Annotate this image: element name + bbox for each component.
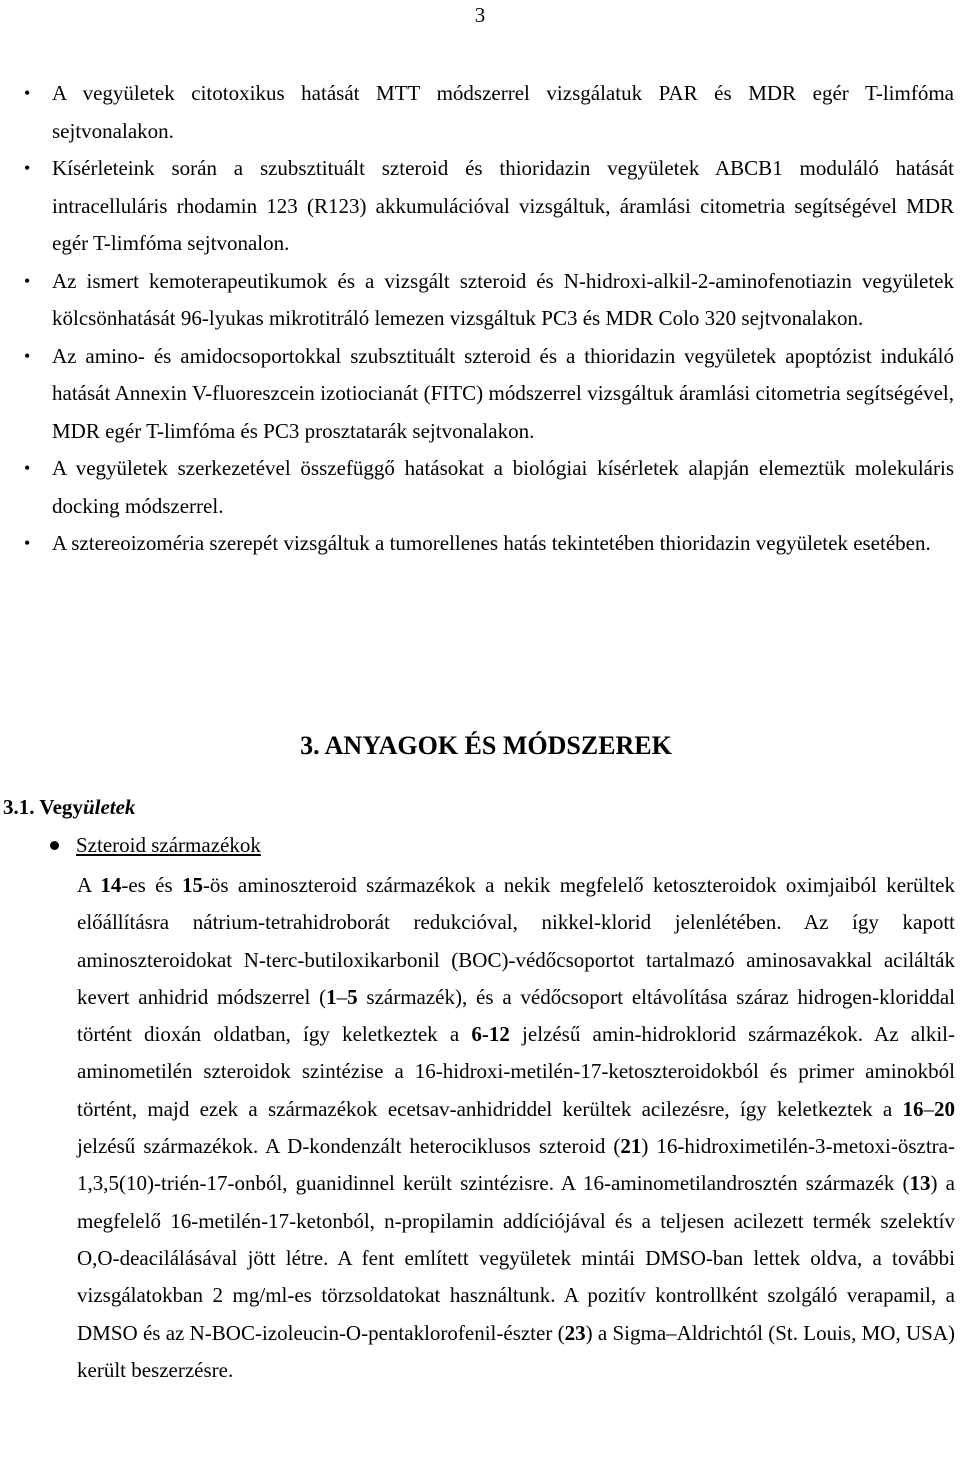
list-item <box>0 450 960 525</box>
list-item-text: Az ismert kemoterapeutikumok és a vizsgált szteroid és N-hidroxi-alkil-2-aminofenotiazin vegyületek kölcsönhatását 96-lyukas mikrotitráló lemezen vizsgáltuk PC3 és MDR Colo 320 sejtvonalakon. <box>52 268 954 330</box>
compound-number: 14 <box>100 873 122 897</box>
body-paragraph <box>77 867 955 1389</box>
compound-number: 20 <box>934 1096 955 1121</box>
body-text: -es és <box>121 873 182 897</box>
bullet-icon: • <box>24 458 31 478</box>
list-item <box>0 150 960 263</box>
subsection-number: 3.1. <box>3 795 35 819</box>
compound-number: 6-12 <box>471 1022 510 1047</box>
page-number: 3 <box>474 3 486 27</box>
body-text: A <box>77 873 101 897</box>
list-item-text: Az amino- és amidocsoportokkal szubsztituált szteroid és a thioridazin vegyületek apoptózist indukáló hatását Annexin V-fluoreszcein izotiocianát (FITC) módszerrel vizsgáltuk áramlási citometria segítségével, MDR egér T-limfóma és PC3 prosztatarák sejtvonalakon. <box>52 343 954 443</box>
body-text: jelzésű származékok. A D-kondenzált heterociklusos szteroid ( <box>77 1134 621 1159</box>
bullet-icon: • <box>24 158 31 178</box>
body-text: -ös aminoszteroid származékok a nekik megfelelő ketoszteroidok oximjaiból kerültek előállításra nátrium-tetrahidroborát redukcióval, nikkel-klorid jelenlétében. Az így kapott aminoszteroidokat N-terc-butiloxikarbonil (BOC)-védőcsoportot tartalmazó aminosavakkal acilálták kevert anhidrid módszerrel ( <box>77 873 956 1009</box>
sub-bullet-label: Szteroid származékok <box>76 833 261 857</box>
compound-number: 23 <box>564 1320 586 1345</box>
compound-number: 16 <box>902 1096 924 1121</box>
body-text: jelzésű amin-hidroklorid származékok. Az alkil-aminometilén szteroidok szintézise a 16-hidroxi-metilén-17-ketoszteroidokból és primer aminokból történt, majd ezek a származékok ecetsav-anhidriddel kerültek acilezésre, így keletkeztek a <box>77 1022 956 1121</box>
objectives-list <box>0 75 960 563</box>
bullet-icon: • <box>24 83 31 103</box>
subsection-title-italic: ületek <box>82 795 136 819</box>
compound-number: 15 <box>181 873 203 897</box>
bullet-icon: • <box>24 270 31 291</box>
list-item-text: A vegyületek szerkezetével összefüggő hatásokat a biológiai kísérletek alapján elemeztük molekuláris docking módszerrel. <box>52 456 954 518</box>
list-item <box>0 338 960 451</box>
list-item-text: Kísérleteink során a szubsztituált szteroid és thioridazin vegyületek ABCB1 moduláló hatását intracelluláris rhodamin 123 (R123) akkumulációval vizsgáltuk, áramlási citometria segítségével MDR egér T-limfóma sejtvonalon. <box>52 156 954 255</box>
section-title: 3. ANYAGOK ÉS MÓDSZEREK <box>300 731 672 760</box>
subsection-title-regular: Vegy <box>39 795 83 819</box>
compound-number: 1 <box>326 984 337 1009</box>
list-item-text: A vegyületek citotoxikus hatását MTT módszerrel vizsgálatuk PAR és MDR egér T-limfóma sejtvonalakon. <box>52 81 954 143</box>
body-text: ) a megfelelő 16-metilén-17-ketonból, n-propilamin addíciójával és a teljesen acilezett termék szelektív O,O-deacilálásával jött létre. A fent említett vegyületek mintái DMSO-ban lettek oldva, a további vizsgálatokban 2 mg/ml-es törzsoldatokat használtunk. A pozitív kontrollként szolgáló verapamil, a DMSO és az N-BOC-izoleucin-O-pentaklorofenil-észter ( <box>77 1171 955 1345</box>
bullet-icon: • <box>24 345 31 366</box>
list-item <box>0 263 960 338</box>
sub-bullet <box>50 830 261 860</box>
compound-number: 5 <box>347 984 358 1009</box>
list-item <box>0 525 960 563</box>
body-text: ) a Sigma–Aldrichtól (St. Louis, MO, USA) került beszerzésre. <box>77 1320 955 1382</box>
compound-number: 13 <box>909 1171 931 1196</box>
bullet-dot-icon <box>50 841 59 850</box>
subsection-heading <box>3 792 135 822</box>
list-item <box>0 75 960 150</box>
compound-number: 21 <box>620 1134 642 1159</box>
list-item-text: A sztereoizoméria szerepét vizsgáltuk a tumorellenes hatás tekintetében thioridazin vegyületek esetében. <box>52 531 931 555</box>
body-text: – <box>923 1096 934 1121</box>
body-text: ) 16-hidroximetilén-3-metoxi-ösztra-1,3,5(10)-trién-17-onból, guanidinnel került szintézisre. A 16-aminometilandrosztén származék ( <box>77 1134 955 1196</box>
bullet-icon: • <box>24 533 31 553</box>
body-text: származék), és a védőcsoport eltávolítása száraz hidrogen-kloriddal történt dioxán oldatban, így keletkeztek a <box>77 984 955 1047</box>
body-text: – <box>336 984 348 1009</box>
